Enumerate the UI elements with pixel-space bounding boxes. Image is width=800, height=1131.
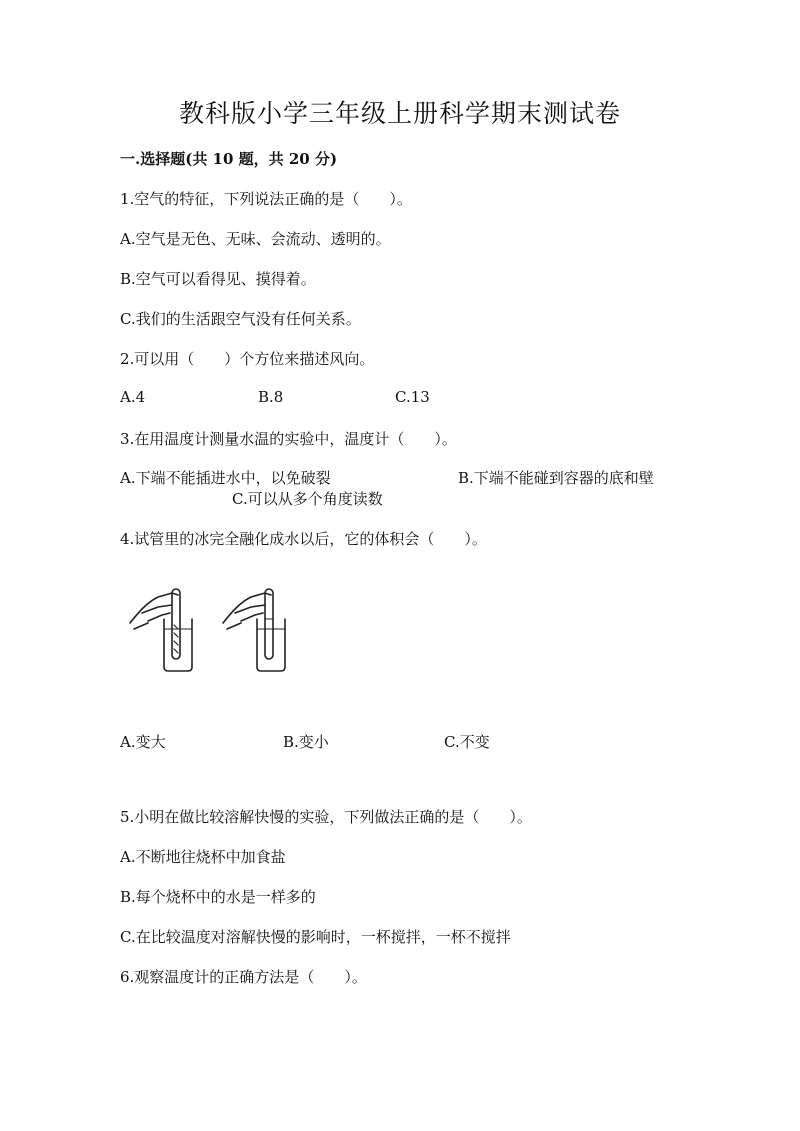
test-tube-right-icon [265,589,273,659]
question-3-option-a: A.下端不能插进水中，以免破裂 [120,469,331,487]
page-title: 教科版小学三年级上册科学期末测试卷 [178,99,621,128]
question-1-stem: 1.空气的特征，下列说法正确的是（ ）。 [120,190,412,208]
question-3-option-c: C.可以从多个角度读数 [232,490,383,508]
question-4-option-c: C.不变 [444,733,490,751]
question-6-stem: 6.观察温度计的正确方法是（ ）。 [120,968,367,986]
section-heading: 一.选择题(共 10 题，共 20 分) [120,150,338,168]
question-3-option-b: B.下端不能碰到容器的底和壁 [458,469,654,487]
question-5-stem: 5.小明在做比较溶解快慢的实验，下列做法正确的是（ ）。 [120,808,532,826]
question-3-stem: 3.在用温度计测量水温的实验中，温度计（ ）。 [120,430,457,448]
question-2-option-a: A.4 [120,388,146,406]
question-2-option-c: C.13 [395,388,430,406]
question-1-option-b: B.空气可以看得见、摸得着。 [120,270,316,288]
test-tube-left-icon [172,589,180,659]
question-1-option-a: A.空气是无色、无味、会流动、透明的。 [120,230,391,248]
question-2-option-b: B.8 [258,388,284,406]
question-4-option-b: B.变小 [283,733,329,751]
question-5-option-b: B.每个烧杯中的水是一样多的 [120,888,316,906]
question-2-stem: 2.可以用（ ）个方位来描述风向。 [120,350,375,368]
test-tube-beaker-figure [128,585,303,675]
question-4-option-a: A.变大 [120,733,166,751]
question-5-option-c: C.在比较温度对溶解快慢的影响时，一杯搅拌，一杯不搅拌 [120,928,511,946]
question-4-stem: 4.试管里的冰完全融化成水以后，它的体积会（ ）。 [120,530,487,548]
beaker-right-icon [257,619,285,671]
question-5-option-a: A.不断地往烧杯中加食盐 [120,848,286,866]
question-1-option-c: C.我们的生活跟空气没有任何关系。 [120,310,361,328]
